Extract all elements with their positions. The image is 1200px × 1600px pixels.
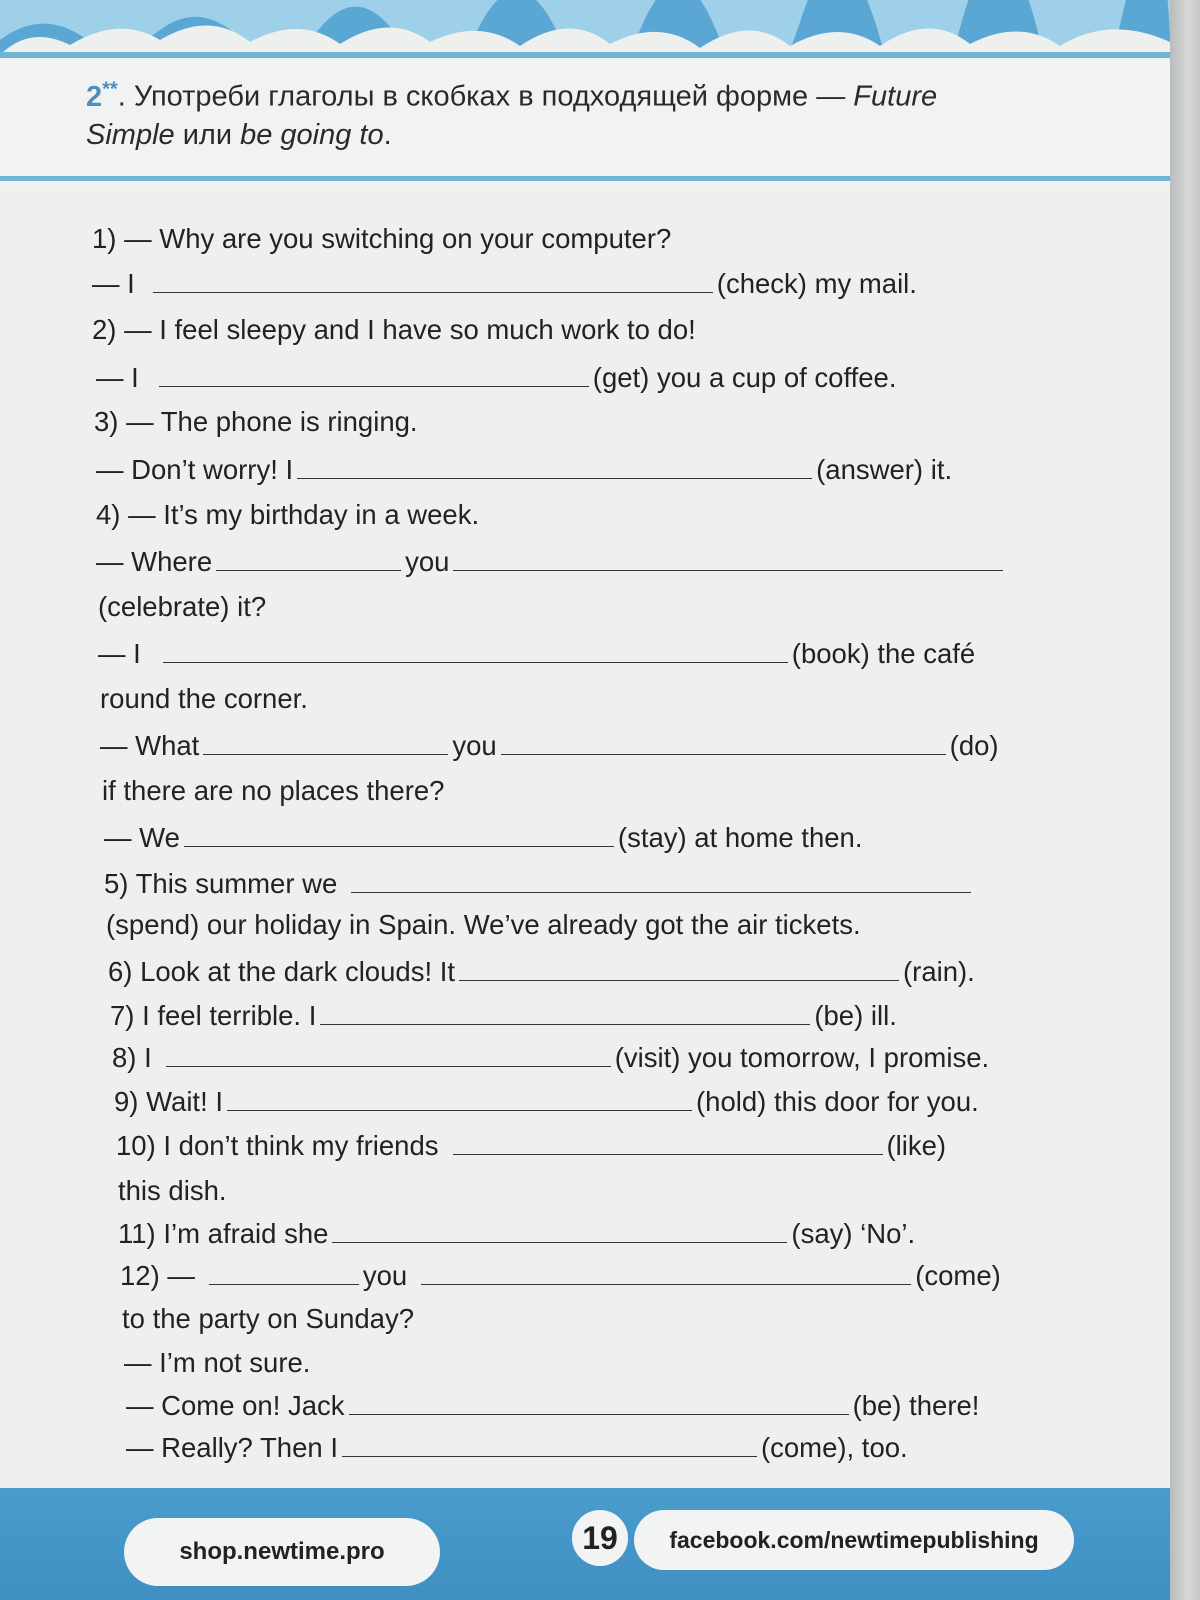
answer-blank[interactable] — [163, 636, 788, 663]
exercise-line: to the party on Sunday? — [122, 1303, 415, 1334]
task-number: 2** — [86, 78, 118, 113]
exercise-line: 12) — you (come) — [120, 1260, 1001, 1291]
exercise-line: 5) This summer we — [104, 866, 975, 901]
shop-link[interactable]: shop.newtime.pro — [124, 1518, 440, 1586]
answer-blank[interactable] — [166, 1040, 611, 1067]
answer-blank[interactable] — [342, 1430, 757, 1457]
exercise-line: 7) I feel terrible. I (be) ill. — [110, 1000, 897, 1031]
exercise-line: this dish. — [118, 1175, 227, 1206]
page-edge-shadow — [1170, 0, 1200, 1600]
exercise-line: 11) I’m afraid she (say) ‘No’. — [118, 1218, 916, 1249]
task-instruction: 2**. Употреби глаголы в скобках в подходящей форме — Future Simple или be going to. — [86, 78, 938, 151]
exercise-line: — Where you — [96, 544, 1007, 579]
exercise-line: (spend) our holiday in Spain. We’ve already got the air tickets. — [106, 909, 861, 940]
header-rule-top — [0, 52, 1170, 58]
exercise-line: 8) I (visit) you tomorrow, I promise. — [112, 1042, 990, 1073]
answer-blank[interactable] — [184, 820, 614, 847]
page-number: 19 — [572, 1510, 628, 1566]
answer-blank[interactable] — [203, 728, 448, 755]
exercise-line: — Really? Then I (come), too. — [126, 1432, 908, 1463]
answer-blank[interactable] — [332, 1216, 787, 1243]
exercise-line: 3) — The phone is ringing. — [94, 406, 418, 437]
answer-blank[interactable] — [320, 998, 810, 1025]
exercise-line: — I (check) my mail. — [92, 268, 917, 299]
answer-blank[interactable] — [421, 1258, 911, 1285]
exercise-line: 9) Wait! I (hold) this door for you. — [114, 1086, 979, 1117]
exercise-line: — I’m not sure. — [124, 1347, 311, 1378]
exercise-line: if there are no places there? — [102, 775, 445, 806]
exercise-line: — What you (do) — [100, 730, 999, 761]
exercise-line: 4) — It’s my birthday in a week. — [96, 499, 480, 530]
exercise-line: — I (get) you a cup of coffee. — [96, 362, 897, 393]
exercise-line: (celebrate) it? — [98, 591, 267, 622]
exercise-line: — I (book) the café — [98, 638, 976, 669]
answer-blank[interactable] — [153, 266, 713, 293]
answer-blank[interactable] — [501, 728, 946, 755]
answer-blank[interactable] — [216, 544, 401, 571]
answer-blank[interactable] — [459, 954, 899, 981]
answer-blank[interactable] — [453, 1128, 883, 1155]
answer-blank[interactable] — [453, 544, 1003, 571]
answer-blank[interactable] — [227, 1084, 692, 1111]
answer-blank[interactable] — [349, 1388, 849, 1415]
exercise-line: — Come on! Jack (be) there! — [126, 1390, 980, 1421]
answer-blank[interactable] — [297, 452, 812, 479]
header-rule-bottom — [0, 176, 1170, 181]
exercise-line: 6) Look at the dark clouds! It (rain). — [108, 956, 975, 987]
answer-blank[interactable] — [159, 360, 589, 387]
exercise-line: 2) — I feel sleepy and I have so much work to do! — [92, 314, 696, 345]
exercise-line: — Don’t worry! I (answer) it. — [96, 454, 953, 485]
facebook-link[interactable]: facebook.com/newtimepublishing — [634, 1510, 1074, 1570]
exercise-line: — We (stay) at home then. — [104, 822, 863, 853]
exercise-line: 1) — Why are you switching on your computer? — [92, 223, 672, 254]
answer-blank[interactable] — [209, 1258, 359, 1285]
answer-blank[interactable] — [351, 866, 971, 893]
exercise-line: round the corner. — [100, 683, 308, 714]
exercise-line: 10) I don’t think my friends (like) — [116, 1130, 947, 1161]
